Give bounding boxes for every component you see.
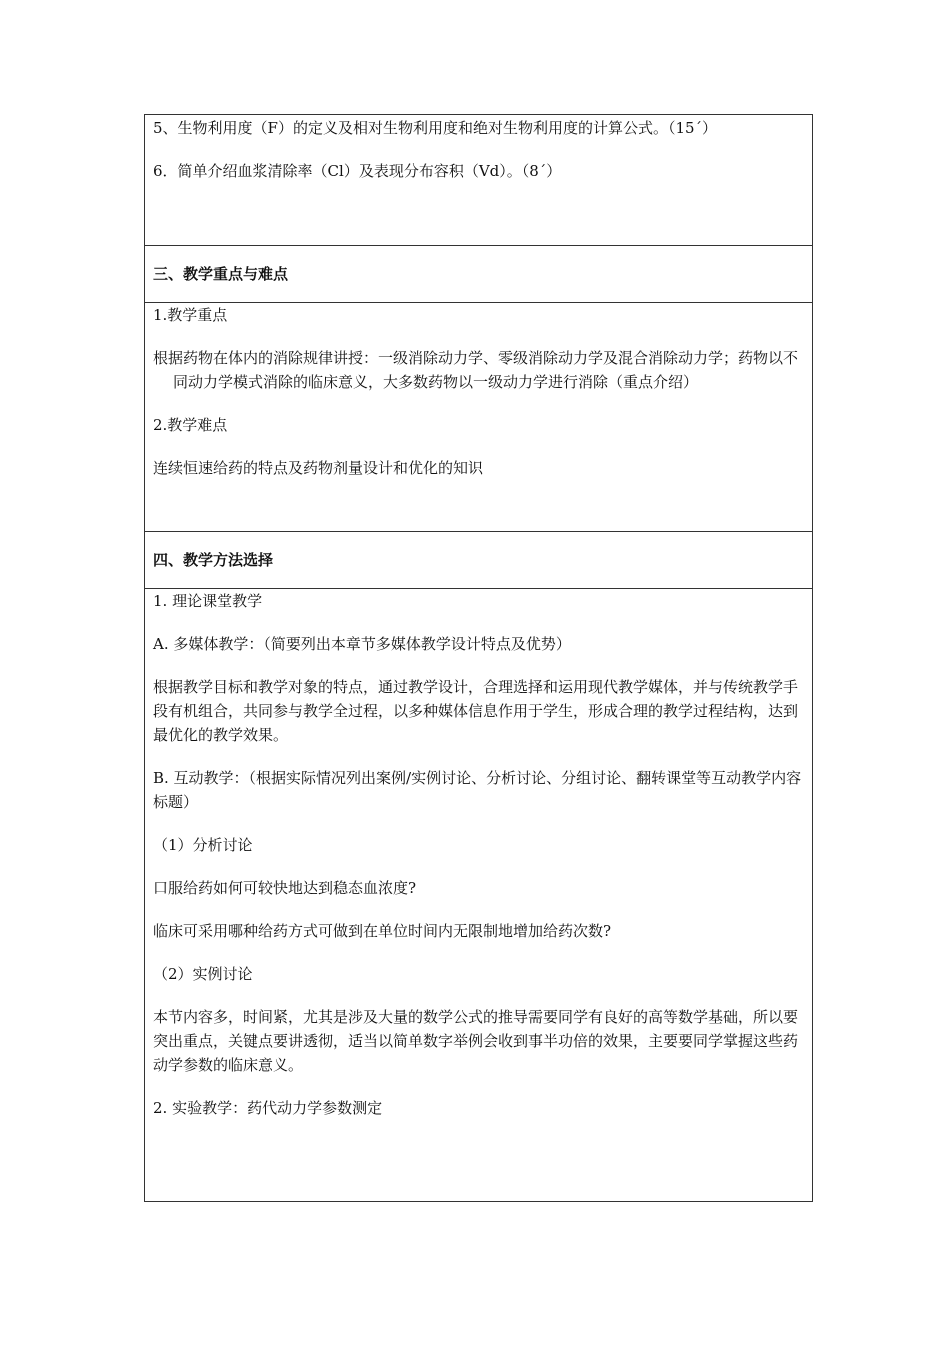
example-discussion-label: （2）实例讨论 xyxy=(153,965,253,983)
section-3-heading: 三、教学重点与难点 xyxy=(153,265,289,283)
question-2-text: 临床可采用哪种给药方式可做到在单位时间内无限制地增加给药次数? xyxy=(153,922,612,940)
section-3-heading-row xyxy=(145,246,812,303)
interactive-label: B. 互动教学：（根据实际情况列出案例/实例讨论、分析讨论、分组讨论、翻转课堂等互动教学内容标题） xyxy=(153,769,802,811)
document-table xyxy=(144,114,813,1202)
section-3-content-cell xyxy=(145,303,812,480)
key-point-label: 1.教学重点 xyxy=(153,306,228,324)
key-point-text: 根据药物在体内的消除规律讲授：一级消除动力学、零级消除动力学及混合消除动力学；药物以不同动力学模式消除的临床意义，大多数药物以一级动力学进行消除（重点介绍） xyxy=(153,349,799,391)
multimedia-label: A. 多媒体教学：（简要列出本章节多媒体教学设计特点及优势） xyxy=(153,635,571,653)
theory-teaching-label: 1. 理论课堂教学 xyxy=(153,592,263,610)
question-1-text: 口服给药如何可较快地达到稳态血浓度? xyxy=(153,879,417,897)
difficulty-label: 2.教学难点 xyxy=(153,416,228,434)
analysis-discussion-label: （1）分析讨论 xyxy=(153,836,253,854)
section-4-heading-row xyxy=(145,532,812,589)
item-5-text: 5、生物利用度（F）的定义及相对生物利用度和绝对生物利用度的计算公式。（15´） xyxy=(153,119,718,137)
difficulty-text: 连续恒速给药的特点及药物剂量设计和优化的知识 xyxy=(153,459,484,477)
section-4-heading: 四、教学方法选择 xyxy=(153,551,274,569)
example-discussion-text: 本节内容多，时间紧，尤其是涉及大量的数学公式的推导需要同学有良好的高等数学基础，所以要突出重点，关键点要讲透彻，适当以简单数字举例会收到事半功倍的效果，主要要同学掌握这些药动学参数的临床意义。 xyxy=(153,1008,799,1074)
top-section-cell xyxy=(145,115,812,183)
multimedia-text: 根据教学目标和教学对象的特点，通过教学设计，合理选择和运用现代教学媒体，并与传统教学手段有机组合，共同参与教学全过程，以多种媒体信息作用于学生，形成合理的教学过程结构，达到最优化的教学效果。 xyxy=(153,678,799,744)
section-3-content-row xyxy=(145,303,812,532)
item-6-text: 6．简单介绍血浆清除率（Cl）及表现分布容积（Vd）。（8´） xyxy=(153,162,562,180)
experiment-teaching-label: 2. 实验教学：药代动力学参数测定 xyxy=(153,1099,383,1117)
top-section-row xyxy=(145,115,812,246)
section-4-content-cell xyxy=(145,589,812,1120)
section-4-content-row xyxy=(145,589,812,1201)
